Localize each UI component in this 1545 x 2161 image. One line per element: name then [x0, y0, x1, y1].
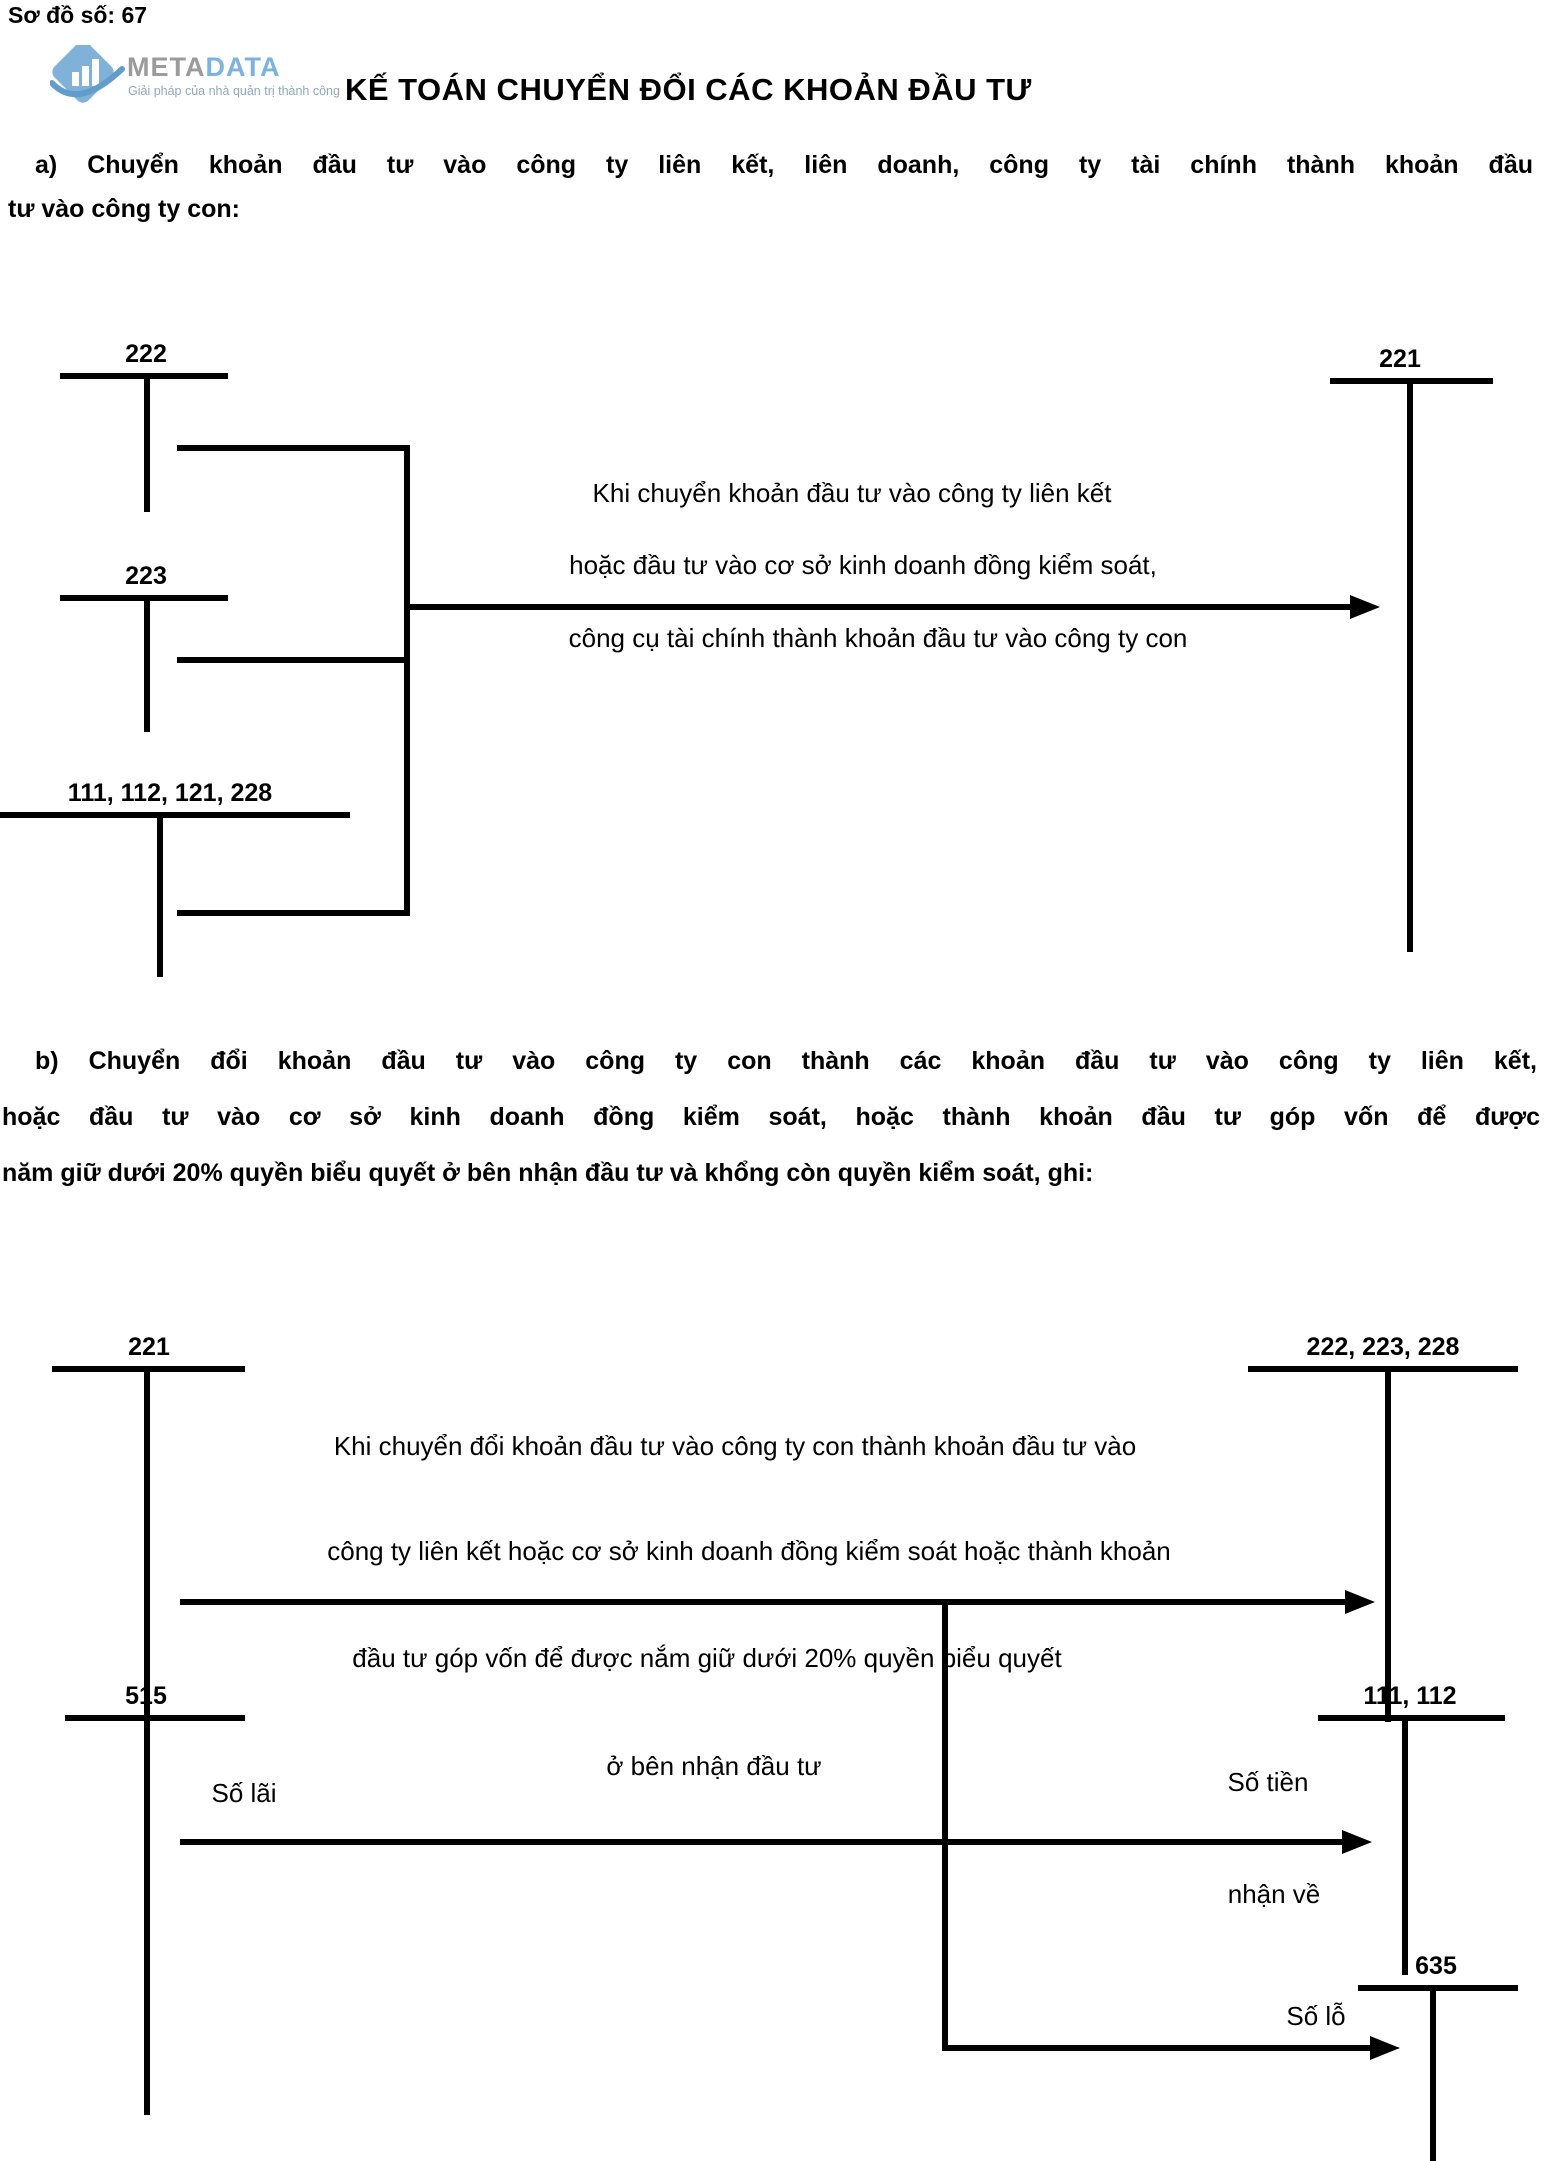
t-account-bar: [1358, 1985, 1518, 1991]
t-account-stem: [1402, 1715, 1408, 1975]
bracket-branch-111: [177, 910, 410, 916]
gain-label: Số lãi: [211, 1778, 277, 1808]
account-number-221: 221: [1379, 345, 1421, 373]
diagram-a-text-line-3: công cụ tài chính thành khoản đầu tư vào công ty con: [568, 623, 1188, 653]
paragraph-b-line-1: b) Chuyển đổi khoản đầu tư vào công ty con thành các khoản đầu tư vào công ty liên kết,: [35, 1047, 1537, 1075]
account-number-222-223-228: 222, 223, 228: [1306, 1333, 1460, 1361]
paragraph-a-line-1: a) Chuyển khoản đầu tư vào công ty liên kết, liên doanh, công ty tài chính thành khoản đầu: [35, 151, 1533, 179]
paragraph-b-line-3: năm giữ dưới 20% quyền biểu quyết ở bên nhận đầu tư và khổng còn quyền kiểm soát, ghi:: [2, 1159, 1094, 1187]
t-account-bar: [0, 812, 350, 818]
money-received-label-line-2: nhận về: [1227, 1879, 1321, 1909]
t-account-stem: [1385, 1366, 1391, 1722]
logo-wordmark: [127, 52, 280, 83]
arrow-shaft: [945, 2045, 1372, 2051]
arrow-head-icon: [1345, 1590, 1375, 1614]
diagram-a-text-line-2: hoặc đầu tư vào cơ sở kinh doanh đồng kiểm soát,: [569, 550, 1157, 580]
t-account-stem: [144, 373, 150, 512]
bar-chart-diamond-icon: [50, 45, 130, 116]
account-number-221: 221: [128, 1333, 170, 1361]
diagram-b-text-line-2: công ty liên kết hoặc cơ sở kinh doanh đồng kiểm soát hoặc thành khoản: [327, 1536, 1171, 1566]
diagram-b-text-line-1: Khi chuyển đổi khoản đầu tư vào công ty con thành khoản đầu tư vào: [333, 1431, 1137, 1461]
arrow-head-icon: [1370, 2036, 1400, 2060]
account-number-635: 635: [1415, 1952, 1457, 1980]
t-account-bar: [1248, 1366, 1518, 1372]
t-account-stem: [157, 812, 163, 977]
t-account-stem: [1430, 1985, 1436, 2161]
t-account-bar: [1318, 1715, 1505, 1721]
account-number-111-112: 111, 112: [1363, 1682, 1457, 1710]
diagram-b-text-line-3: đầu tư góp vốn để được nắm giữ dưới 20% quyền biểu quyết: [352, 1643, 1062, 1673]
account-number-223: 223: [125, 562, 167, 590]
paragraph-b-line-2: hoặc đầu tư vào cơ sở kinh doanh đồng kiểm soát, hoặc thành khoản đầu tư góp vốn để được: [2, 1103, 1540, 1131]
arrow-head-icon: [1342, 1830, 1372, 1854]
page-title: KẾ TOÁN CHUYỂN ĐỔI CÁC KHOẢN ĐẦU TƯ: [345, 72, 1032, 107]
t-account-stem: [144, 595, 150, 732]
paragraph-a-line-2: tư vào công ty con:: [8, 195, 241, 223]
account-number-111-112-121-228: 111, 112, 121, 228: [67, 779, 273, 807]
arrow-shaft: [180, 1839, 1344, 1845]
loss-label: Số lỗ: [1286, 2001, 1346, 2031]
bracket-spine: [404, 445, 410, 916]
logo-word-data: DATA: [205, 52, 281, 82]
t-account-stem: [144, 1715, 150, 2115]
arrow-head-icon: [1350, 595, 1380, 619]
account-number-515: 515: [125, 1682, 167, 1710]
money-received-label-line-1: Số tiền: [1227, 1767, 1309, 1797]
logo-word-meta: META: [127, 52, 206, 82]
t-account-stem: [1407, 378, 1413, 952]
logo-tagline: Giải pháp của nhà quản trị thành công: [128, 84, 340, 98]
bracket-branch-223: [177, 657, 410, 663]
diagram-b-text-line-4: ở bên nhận đầu tư: [606, 1751, 822, 1781]
arrow-shaft: [180, 1599, 1347, 1605]
account-number-222: 222: [125, 340, 167, 368]
t-account-bar: [65, 1715, 245, 1721]
diagram-a-text-line-1: Khi chuyển khoản đầu tư vào công ty liên kết: [592, 478, 1112, 508]
diagram-number: Sơ đồ số: 67: [8, 2, 148, 28]
arrow-shaft: [410, 604, 1352, 610]
bracket-branch-222: [177, 445, 410, 451]
